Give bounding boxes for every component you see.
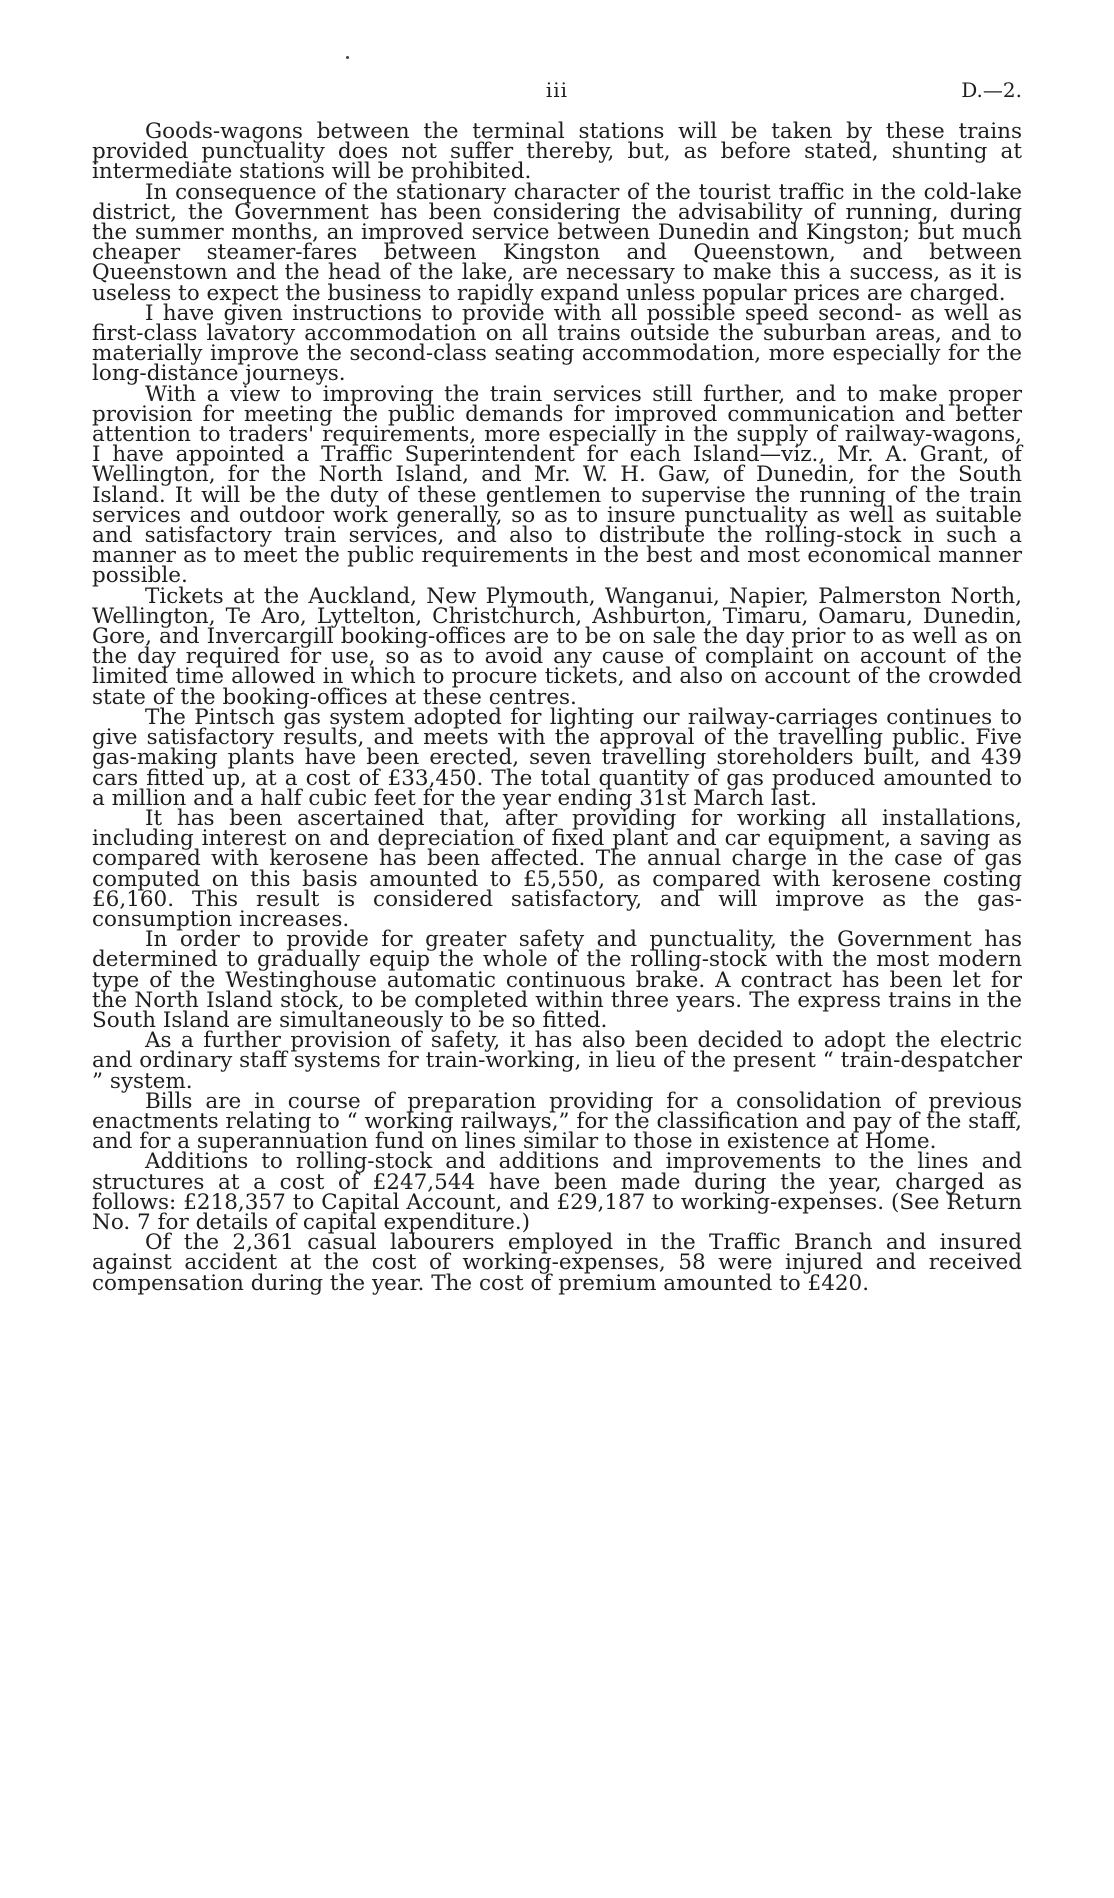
paragraph-rolling-stock-additions: Additions to rolling-stock and additions and improvements to the lines and structures at a cost of £247,544 have been made during the year, charged as follows: £218,357 to Capital Account, and £29,187 to working-expenses. (See Return No. 7 for details of capital expenditure.) [92,1149,1022,1235]
paragraph-bills: Bills are in course of preparation providing for a consolidation of previous enactments relating to “ working railways,” for the classification and pay of the staff, and for a superannuation fund on lines similar to those in existence at Home. [92,1088,1022,1155]
paragraph-lavatory-accommodation: I have given instructions to provide with all possible speed second- as well as first-class lavatory accommodation on all trains outside the suburban areas, and to materially improve the second-class seating accommodation, more especially for the long-distance journeys. [92,300,1022,387]
paragraph-pintsch-gas: The Pintsch gas system adopted for lighting our railway-carriages continues to give satisfactory results, and meets with the approval of the travelling public. Five gas-making plants have been erected, seven travelling storeholders built, and 439 cars fitted up, at a cost of £33,450. The total quantity of gas produced amounted to a million and a half cubic feet for the year ending 31st March last. [92,704,1022,811]
scan-speck [346,56,349,59]
document-reference: D.—2. [961,78,1022,102]
paragraph-tickets: Tickets at the Auckland, New Plymouth, Wanganui, Napier, Palmerston North, Wellington, Te Aro, Lyttelton, Christchurch, Ashburton, Timaru, Oamaru, Dunedin, Gore, and Invercargill booking-offices are to be on sale the day prior to as well as on the day required for use, so as to avoid any cause of complaint on account of the limited time allowed in which to procure tickets, and also on account of the crowded state of the booking-offices at these centres. [92,583,1022,710]
paragraph-tourist-traffic: In consequence of the stationary character of the tourist traffic in the cold-lake district, the Government has been considering the advisability of running, during the summer months, an improved service between Dunedin and Kingston; but much cheaper steamer-fares between Kingston and Queenstown, and between Queenstown and the head of the lake, are necessary to make this a success, as it is useless to expect the business to rapidly expand unless popular prices are charged. [92,179,1022,306]
paragraph-traffic-superintendent: With a view to improving the train services still further, and to make proper provision for meeting the public demands for improved communication and better attention to traders' requirements, more especially in the supply of railway-wagons, I have appointed a Traffic Superintendent for each Island—viz., Mr. A. Grant, of Wellington, for the North Island, and Mr. W. H. Gaw, of Dunedin, for the South Island. It will be the duty of these gentlemen to supervise the running of the train services and outdoor work generally, so as to insure punctuality as well as suitable and satisfactory train services, and also to distribute the rolling-stock in such a manner as to meet the public requirements in the best and most economical manner possible. [92,381,1022,589]
paragraph-goods-wagons: Goods-wagons between the terminal stations will be taken by these trains provided punctuality does not suffer thereby, but, as before stated, shunting at intermediate stations will be prohibited. [92,119,1022,185]
page-header [92,78,1022,108]
paragraph-westinghouse-brake: In order to provide for greater safety and punctuality, the Government has determined to gradually equip the whole of the rolling-stock with the most modern type of the Westinghouse automatic continuous brake. A contract has been let for the North Island stock, to be completed within three years. The express trains in the South Island are simultaneously to be so fitted. [92,927,1022,1033]
page-number: iii [545,78,569,102]
paragraph-gas-saving: It has been ascertained that, after providing for working all installations, including interest on and depreciation of fixed plant and car equipment, a saving as compared with kerosene has been affected. The annual charge in the case of gas computed on this basis amounted to £5,550, as compared with kerosene costing £6,160. This result is considered satisfactory, and will improve as the gas-consumption increases. [92,805,1022,932]
paragraph-casual-labourers: Of the 2,361 casual labourers employed in the Traffic Branch and insured against accident at the cost of working-expenses, 58 were injured and received compensation during the year. The cost of premium amounted to £420. [92,1230,1022,1296]
body-text [92,119,1022,1296]
paragraph-staff-systems: As a further provision of safety, it has also been decided to adopt the electric and ordinary staff systems for train-working, in lieu of the present “ train-despatcher ” system. [92,1028,1022,1094]
